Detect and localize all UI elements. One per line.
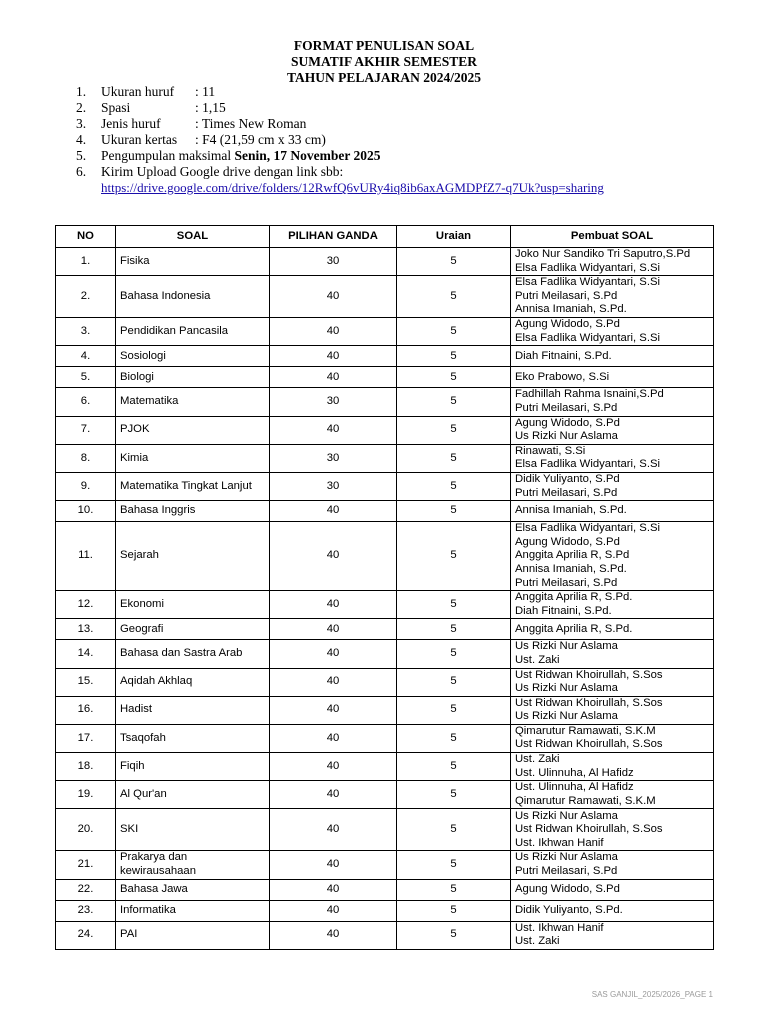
cell-pilihan-ganda: 40 <box>270 367 397 388</box>
table-row <box>56 501 714 522</box>
pembuat-name: Putri Meilasari, S.Pd <box>515 576 618 589</box>
cell-pembuat-soal <box>511 753 714 781</box>
cell-no: 12. <box>56 591 116 619</box>
cell-pilihan-ganda: 40 <box>270 619 397 640</box>
pembuat-name: Ust. Zaki <box>515 935 560 948</box>
cell-uraian: 5 <box>397 900 511 921</box>
pembuat-name: Diah Fitnaini, S.Pd. <box>515 604 612 617</box>
cell-no: 16. <box>56 696 116 724</box>
cell-pembuat-soal <box>511 879 714 900</box>
cell-pembuat-soal <box>511 724 714 752</box>
table-row <box>56 416 714 444</box>
cell-no: 21. <box>56 851 116 879</box>
pembuat-name: Eko Prabowo, S.Si <box>515 370 610 383</box>
cell-uraian: 5 <box>397 696 511 724</box>
pembuat-name: Us Rizki Nur Aslama <box>515 682 618 695</box>
table-row <box>56 248 714 276</box>
cell-no: 9. <box>56 472 116 500</box>
pembuat-name: Ust Ridwan Khoirullah, S.Sos <box>515 696 663 709</box>
pembuat-name: Us Rizki Nur Aslama <box>515 430 618 443</box>
table-row <box>56 851 714 879</box>
table-row <box>56 444 714 472</box>
cell-pilihan-ganda: 40 <box>270 522 397 591</box>
pembuat-name: Annisa Imaniah, S.Pd. <box>515 562 627 575</box>
cell-uraian: 5 <box>397 724 511 752</box>
cell-pilihan-ganda: 40 <box>270 921 397 949</box>
page-footer: SAS GANJIL_2025/2026_PAGE 1 <box>591 990 713 999</box>
cell-pilihan-ganda: 40 <box>270 591 397 619</box>
cell-no: 20. <box>56 809 116 851</box>
cell-pembuat-soal <box>511 900 714 921</box>
pembuat-name: Agung Widodo, S.Pd <box>515 318 620 331</box>
cell-pilihan-ganda: 40 <box>270 753 397 781</box>
pembuat-name: Annisa Imaniah, S.Pd. <box>515 504 627 517</box>
pembuat-name: Diah Fitnaini, S.Pd. <box>515 349 612 362</box>
cell-uraian: 5 <box>397 318 511 346</box>
pembuat-name: Ust. Ikhwan Hanif <box>515 836 604 849</box>
cell-pembuat-soal <box>511 318 714 346</box>
pembuat-name: Rinawati, S.Si <box>515 444 586 457</box>
requirements-list <box>76 84 736 196</box>
pembuat-name: Anggita Aprilia R, S.Pd. <box>515 591 633 604</box>
cell-soal: Fisika <box>116 248 270 276</box>
cell-pembuat-soal <box>511 416 714 444</box>
pembuat-name: Elsa Fadlika Widyantari, S.Si <box>515 331 661 344</box>
pembuat-name: Us Rizki Nur Aslama <box>515 851 618 864</box>
table-row <box>56 388 714 416</box>
cell-soal: Matematika Tingkat Lanjut <box>116 472 270 500</box>
cell-no: 10. <box>56 501 116 522</box>
cell-no: 4. <box>56 346 116 367</box>
cell-no: 8. <box>56 444 116 472</box>
cell-soal: Sosiologi <box>116 346 270 367</box>
cell-soal: Bahasa Jawa <box>116 879 270 900</box>
cell-uraian: 5 <box>397 367 511 388</box>
table-row <box>56 900 714 921</box>
table-row <box>56 276 714 318</box>
cell-pilihan-ganda: 30 <box>270 248 397 276</box>
cell-soal: PJOK <box>116 416 270 444</box>
table-row <box>56 472 714 500</box>
pembuat-name: Elsa Fadlika Widyantari, S.Si <box>515 261 661 274</box>
cell-uraian: 5 <box>397 781 511 809</box>
cell-no: 11. <box>56 522 116 591</box>
cell-pilihan-ganda: 40 <box>270 501 397 522</box>
table-row <box>56 522 714 591</box>
requirement-item: 5. Pengumpulan maksimal Senin, 17 November 2025 <box>76 148 381 163</box>
requirement-item: 4. Ukuran kertas : F4 (21,59 cm x 33 cm) <box>76 132 326 147</box>
cell-uraian: 5 <box>397 346 511 367</box>
pembuat-name: Anggita Aprilia R, S.Pd. <box>515 622 633 635</box>
cell-pilihan-ganda: 40 <box>270 668 397 696</box>
cell-no: 24. <box>56 921 116 949</box>
cell-no: 23. <box>56 900 116 921</box>
cell-no: 19. <box>56 781 116 809</box>
pembuat-name: Didik Yuliyanto, S.Pd <box>515 472 620 485</box>
pembuat-name: Ust. Zaki <box>515 753 560 766</box>
pembuat-name: Qimarutur Ramawati, S.K.M <box>515 794 656 807</box>
cell-soal: Pendidikan Pancasila <box>116 318 270 346</box>
cell-pilihan-ganda: 40 <box>270 318 397 346</box>
cell-pilihan-ganda: 40 <box>270 851 397 879</box>
table-row <box>56 668 714 696</box>
cell-uraian: 5 <box>397 444 511 472</box>
cell-pilihan-ganda: 40 <box>270 879 397 900</box>
pembuat-name: Ust Ridwan Khoirullah, S.Sos <box>515 738 663 751</box>
cell-pembuat-soal <box>511 668 714 696</box>
table-body <box>56 248 714 950</box>
cell-soal: Aqidah Akhlaq <box>116 668 270 696</box>
pembuat-name: Putri Meilasari, S.Pd <box>515 865 618 878</box>
cell-uraian: 5 <box>397 640 511 668</box>
pembuat-name: Us Rizki Nur Aslama <box>515 809 618 822</box>
cell-pembuat-soal <box>511 346 714 367</box>
pembuat-name: Annisa Imaniah, S.Pd. <box>515 303 627 316</box>
cell-pilihan-ganda: 40 <box>270 809 397 851</box>
cell-pembuat-soal <box>511 619 714 640</box>
header-no: NO <box>56 226 116 248</box>
pembuat-name: Qimarutur Ramawati, S.K.M <box>515 724 656 737</box>
cell-pilihan-ganda: 40 <box>270 416 397 444</box>
cell-pembuat-soal <box>511 501 714 522</box>
cell-uraian: 5 <box>397 809 511 851</box>
table-header-row <box>56 226 714 248</box>
cell-soal: Geografi <box>116 619 270 640</box>
table-row <box>56 591 714 619</box>
cell-no: 22. <box>56 879 116 900</box>
cell-pilihan-ganda: 30 <box>270 388 397 416</box>
cell-uraian: 5 <box>397 388 511 416</box>
pembuat-name: Agung Widodo, S.Pd <box>515 535 620 548</box>
header-uraian: Uraian <box>397 226 511 248</box>
cell-no: 7. <box>56 416 116 444</box>
pembuat-name: Putri Meilasari, S.Pd <box>515 486 618 499</box>
pembuat-name: Putri Meilasari, S.Pd <box>515 401 618 414</box>
pembuat-name: Ust. Ulinnuha, Al Hafidz <box>515 781 634 794</box>
cell-no: 2. <box>56 276 116 318</box>
table-row <box>56 346 714 367</box>
cell-soal: Hadist <box>116 696 270 724</box>
cell-soal: Bahasa Indonesia <box>116 276 270 318</box>
cell-soal: PAI <box>116 921 270 949</box>
table-row <box>56 696 714 724</box>
cell-pembuat-soal <box>511 522 714 591</box>
cell-soal: Prakarya dan kewirausahaan <box>116 851 270 879</box>
table-row <box>56 781 714 809</box>
table-row <box>56 318 714 346</box>
table-row <box>56 367 714 388</box>
cell-soal: Ekonomi <box>116 591 270 619</box>
cell-pilihan-ganda: 30 <box>270 472 397 500</box>
table-row <box>56 809 714 851</box>
cell-pembuat-soal <box>511 388 714 416</box>
cell-uraian: 5 <box>397 276 511 318</box>
cell-soal: Al Qur'an <box>116 781 270 809</box>
cell-pembuat-soal <box>511 851 714 879</box>
header-pilihan-ganda: PILIHAN GANDA <box>270 226 397 248</box>
cell-pembuat-soal <box>511 591 714 619</box>
table-row <box>56 753 714 781</box>
requirement-item: 3. Jenis huruf : Times New Roman <box>76 116 307 131</box>
header-soal: SOAL <box>116 226 270 248</box>
title-line-2: SUMATIF AKHIR SEMESTER <box>290 54 478 69</box>
cell-soal: Bahasa dan Sastra Arab <box>116 640 270 668</box>
cell-soal: Matematika <box>116 388 270 416</box>
pembuat-name: Agung Widodo, S.Pd <box>515 416 620 429</box>
pembuat-name: Elsa Fadlika Widyantari, S.Si <box>515 458 661 471</box>
cell-pilihan-ganda: 30 <box>270 444 397 472</box>
cell-uraian: 5 <box>397 851 511 879</box>
cell-no: 1. <box>56 248 116 276</box>
pembuat-name: Putri Meilasari, S.Pd <box>515 289 618 302</box>
pembuat-name: Ust Ridwan Khoirullah, S.Sos <box>515 668 663 681</box>
cell-uraian: 5 <box>397 619 511 640</box>
table-row <box>56 619 714 640</box>
pembuat-name: Us Rizki Nur Aslama <box>515 710 618 723</box>
cell-uraian: 5 <box>397 879 511 900</box>
pembuat-name: Elsa Fadlika Widyantari, S.Si <box>515 276 661 289</box>
deadline-date: Senin, 17 November 2025 <box>234 148 381 163</box>
cell-soal: SKI <box>116 809 270 851</box>
cell-soal: Tsaqofah <box>116 724 270 752</box>
pembuat-name: Ust Ridwan Khoirullah, S.Sos <box>515 823 663 836</box>
cell-pilihan-ganda: 40 <box>270 900 397 921</box>
cell-pembuat-soal <box>511 367 714 388</box>
pembuat-name: Agung Widodo, S.Pd <box>515 882 620 895</box>
cell-soal: Sejarah <box>116 522 270 591</box>
cell-uraian: 5 <box>397 472 511 500</box>
pembuat-name: Elsa Fadlika Widyantari, S.Si <box>515 522 661 535</box>
cell-pembuat-soal <box>511 248 714 276</box>
cell-uraian: 5 <box>397 753 511 781</box>
cell-uraian: 5 <box>397 501 511 522</box>
pembuat-name: Didik Yuliyanto, S.Pd. <box>515 903 623 916</box>
requirement-item: 2. Spasi : 1,15 <box>76 100 226 115</box>
pembuat-name: Ust. Ikhwan Hanif <box>515 921 604 934</box>
header-pembuat-soal: Pembuat SOAL <box>511 226 714 248</box>
cell-soal: Bahasa Inggris <box>116 501 270 522</box>
google-drive-link[interactable]: https://drive.google.com/drive/folders/12RwfQ6vURy4iq8ib6axAGMDPfZ7-q7Uk?usp=sharing <box>101 180 604 195</box>
cell-no: 18. <box>56 753 116 781</box>
table-row <box>56 879 714 900</box>
table-row <box>56 724 714 752</box>
requirement-item: 6. Kirim Upload Google drive dengan link sbb: https://drive.google.com/drive/folders/12RwfQ6vURy4iq8ib6axAGMDPfZ7-q7Uk?usp=sharing <box>76 164 604 195</box>
cell-uraian: 5 <box>397 522 511 591</box>
cell-pembuat-soal <box>511 809 714 851</box>
pembuat-name: Us Rizki Nur Aslama <box>515 640 618 653</box>
cell-uraian: 5 <box>397 921 511 949</box>
cell-pilihan-ganda: 40 <box>270 276 397 318</box>
pembuat-name: Joko Nur Sandiko Tri Saputro,S.Pd <box>515 248 691 260</box>
cell-pembuat-soal <box>511 472 714 500</box>
cell-soal: Biologi <box>116 367 270 388</box>
table-row <box>56 921 714 949</box>
cell-no: 14. <box>56 640 116 668</box>
cell-pilihan-ganda: 40 <box>270 781 397 809</box>
requirement-item: 1. Ukuran huruf : 11 <box>76 84 216 99</box>
table-row <box>56 640 714 668</box>
cell-uraian: 5 <box>397 248 511 276</box>
cell-pembuat-soal <box>511 640 714 668</box>
pembuat-name: Ust. Zaki <box>515 653 560 666</box>
cell-pilihan-ganda: 40 <box>270 640 397 668</box>
pembuat-name: Fadhillah Rahma Isnaini,S.Pd <box>515 388 664 401</box>
cell-uraian: 5 <box>397 591 511 619</box>
cell-pembuat-soal <box>511 444 714 472</box>
cell-uraian: 5 <box>397 416 511 444</box>
cell-pembuat-soal <box>511 781 714 809</box>
pembuat-name: Anggita Aprilia R, S.Pd <box>515 549 630 562</box>
cell-uraian: 5 <box>397 668 511 696</box>
cell-soal: Kimia <box>116 444 270 472</box>
cell-pilihan-ganda: 40 <box>270 724 397 752</box>
cell-pembuat-soal <box>511 696 714 724</box>
title-line-3: TAHUN PELAJARAN 2024/2025 <box>286 70 481 85</box>
cell-no: 17. <box>56 724 116 752</box>
cell-pembuat-soal <box>511 921 714 949</box>
document-title <box>0 38 768 86</box>
soal-table <box>55 225 714 950</box>
cell-no: 15. <box>56 668 116 696</box>
cell-no: 5. <box>56 367 116 388</box>
cell-soal: Fiqih <box>116 753 270 781</box>
cell-pembuat-soal <box>511 276 714 318</box>
pembuat-name: Ust. Ulinnuha, Al Hafidz <box>515 766 634 779</box>
cell-pilihan-ganda: 40 <box>270 696 397 724</box>
cell-no: 3. <box>56 318 116 346</box>
cell-no: 13. <box>56 619 116 640</box>
cell-no: 6. <box>56 388 116 416</box>
cell-soal: Informatika <box>116 900 270 921</box>
cell-pilihan-ganda: 40 <box>270 346 397 367</box>
title-line-1: FORMAT PENULISAN SOAL <box>293 38 475 53</box>
